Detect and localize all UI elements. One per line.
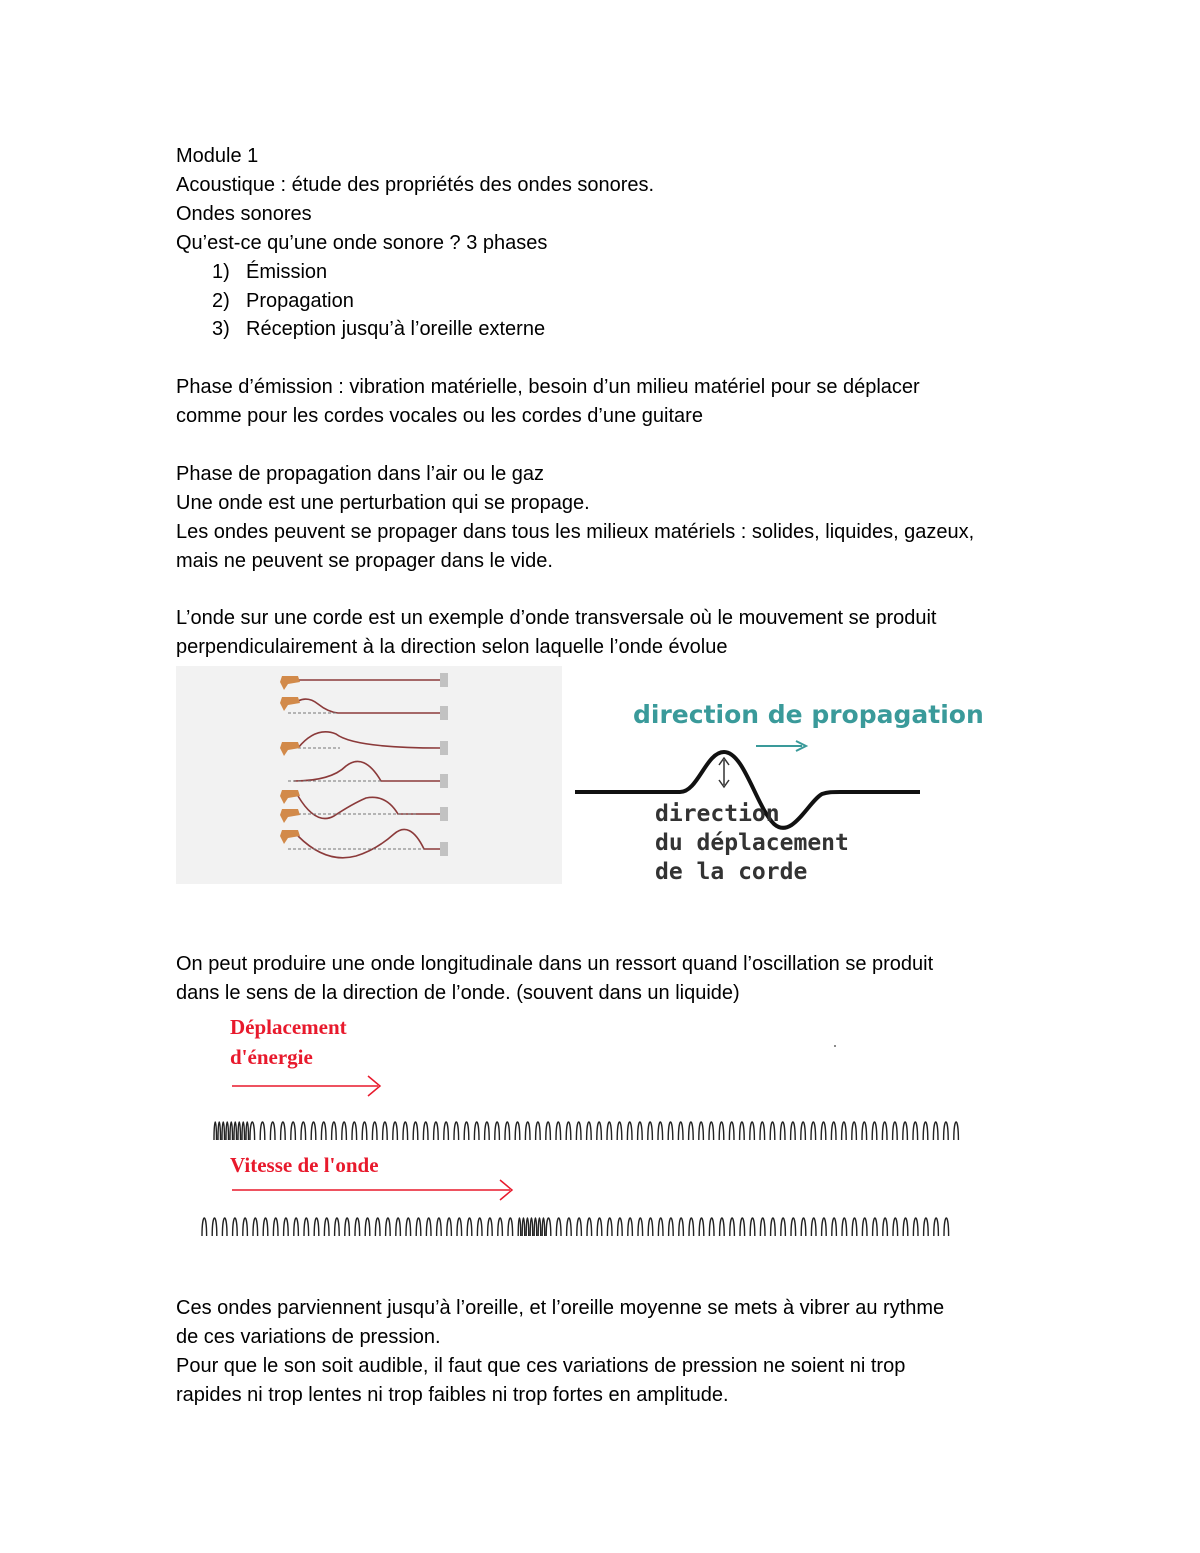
list-text: Émission bbox=[246, 261, 328, 283]
string-wave-sequence-figure bbox=[176, 666, 562, 884]
energy-displacement-label-1: Déplacement bbox=[230, 1015, 347, 1039]
list-text: Propagation bbox=[246, 290, 354, 312]
acoustics-definition: Acoustique : étude des propriétés des ondes sonores. bbox=[176, 174, 655, 196]
transverse-line-2: perpendiculairement à la direction selon laquelle l’onde évolue bbox=[176, 636, 728, 658]
longitudinal-line-1: On peut produire une onde longitudinale dans un ressort quand l’oscillation se produit bbox=[176, 953, 934, 975]
module-title: Module 1 bbox=[176, 145, 259, 167]
string-displacement-label-3: de la corde bbox=[655, 859, 808, 885]
emission-line-1: Phase d’émission : vibration matérielle, besoin d’un milieu matériel pour se déplacer bbox=[176, 376, 920, 398]
propagation-direction-label: direction de propagation bbox=[633, 700, 984, 729]
emission-line-2: comme pour les cordes vocales ou les cordes d’une guitare bbox=[176, 405, 703, 427]
list-number: 2) bbox=[212, 290, 230, 312]
wall-fixture bbox=[440, 706, 448, 720]
string-displacement-label-1: direction bbox=[655, 801, 780, 827]
propagation-line-3: Les ondes peuvent se propager dans tous les milieux matériels : solides, liquides, gazeux, bbox=[176, 521, 975, 543]
wall-fixture bbox=[440, 673, 448, 687]
list-number: 1) bbox=[212, 261, 230, 283]
ear-line-1: Ces ondes parviennent jusqu’à l’oreille, et l’oreille moyenne se mets à vibrer au rythme bbox=[176, 1297, 945, 1319]
ear-line-2: de ces variations de pression. bbox=[176, 1326, 441, 1348]
list-number: 3) bbox=[212, 318, 230, 340]
propagation-line-4: mais ne peuvent se propager dans le vide. bbox=[176, 550, 553, 572]
spring-coil-compressed-middle bbox=[202, 1218, 949, 1236]
longitudinal-spring-figure bbox=[190, 1040, 980, 1250]
propagation-line-1: Phase de propagation dans l’air ou le gaz bbox=[176, 463, 545, 485]
energy-displacement-label-2: d'énergie bbox=[230, 1045, 313, 1069]
ear-line-4: rapides ni trop lentes ni trop faibles ni trop fortes en amplitude. bbox=[176, 1384, 729, 1406]
wall-fixture bbox=[440, 774, 448, 788]
wall-fixture bbox=[440, 842, 448, 856]
question-line: Qu’est-ce qu’une onde sonore ? 3 phases bbox=[176, 232, 548, 254]
list-text: Réception jusqu’à l’oreille externe bbox=[246, 318, 546, 340]
wall-fixture bbox=[440, 807, 448, 821]
wall-fixture bbox=[440, 741, 448, 755]
stray-dot bbox=[834, 1045, 836, 1047]
string-displacement-label-2: du déplacement bbox=[655, 830, 849, 856]
transverse-line-1: L’onde sur une corde est un exemple d’onde transversale où le mouvement se produit bbox=[176, 607, 937, 629]
ear-line-3: Pour que le son soit audible, il faut que ces variations de pression ne soient ni trop bbox=[176, 1355, 906, 1377]
propagation-line-2: Une onde est une perturbation qui se propage. bbox=[176, 492, 590, 514]
section-title: Ondes sonores bbox=[176, 203, 312, 225]
spring-coil-compressed-start bbox=[214, 1122, 958, 1140]
wave-speed-label: Vitesse de l'onde bbox=[230, 1153, 379, 1177]
longitudinal-line-2: dans le sens de la direction de l’onde. (souvent dans un liquide) bbox=[176, 982, 740, 1004]
